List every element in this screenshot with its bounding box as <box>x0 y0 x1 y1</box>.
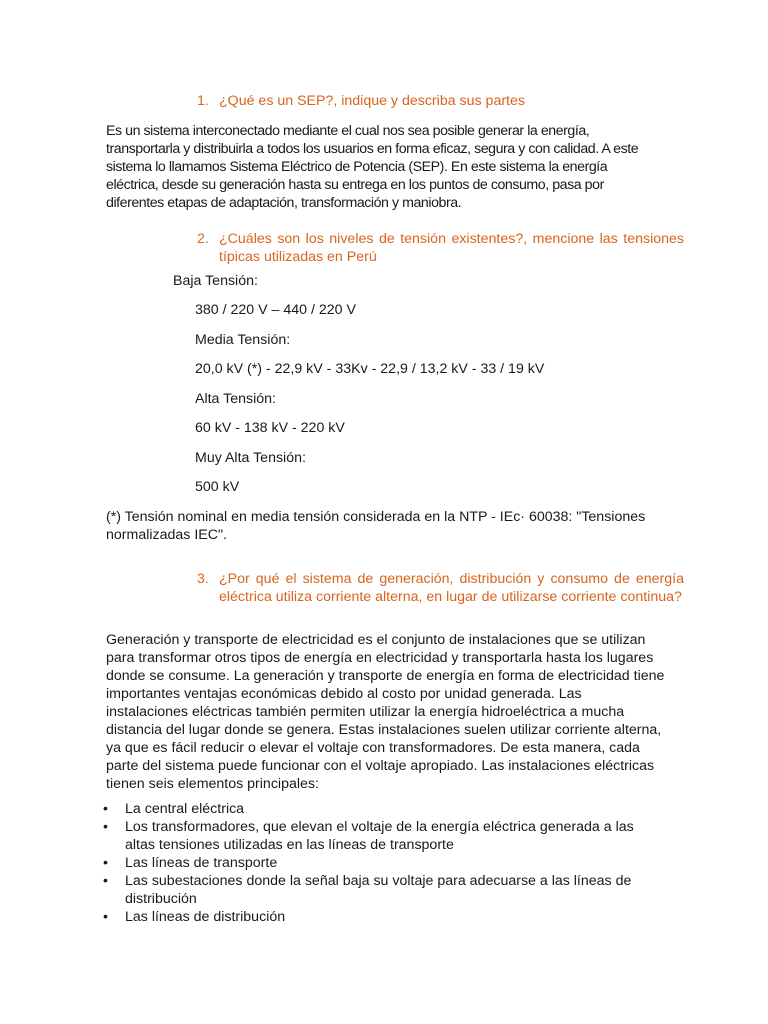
bullet-marker: • <box>103 819 108 835</box>
question-2-number: 2. <box>197 231 209 247</box>
footnote-text: (*) Tensión nominal en media tensión considerada en la NTP - IEc· 60038: "Tensiones normalizadas IEC". <box>106 509 646 543</box>
answer-1-paragraph: Es un sistema interconectado mediante el cual nos sea posible generar la energía, transportarla y distribuirla a todos los usuarios en forma eficaz, segura y con calidad. A este sistema lo llamamos Sistema Eléctrico de Potencia (SEP). En este sistema la energía eléctrica, desde su generación hasta su entrega en los puntos de consumo, pasa por diferentes etapas de adaptación, transformación y maniobra. <box>106 123 639 211</box>
media-tension-values: 20,0 kV (*) - 22,9 kV - 33Kv - 22,9 / 13,2 kV - 33 / 19 kV <box>195 361 545 377</box>
list-item <box>103 908 663 926</box>
list-item-text: Las líneas de distribución <box>125 909 286 925</box>
alta-tension-label: Alta Tensión: <box>195 391 276 407</box>
muy-alta-tension-values: 500 kV <box>195 479 240 495</box>
bullet-marker: • <box>103 909 108 925</box>
list-item-text: La central eléctrica <box>125 801 245 817</box>
question-1-number: 1. <box>197 93 209 109</box>
bullet-marker: • <box>103 855 108 871</box>
bullet-marker: • <box>103 801 108 817</box>
answer-3-paragraph: Generación y transporte de electricidad es el conjunto de instalaciones que se utilizan para transformar otros tipos de energía en electricidad y transportarla hasta los lugares donde se consume. La generación y transporte de energía en forma de electricidad tiene importantes ventajas económicas debido al costo por unidad generada. Las instalaciones eléctricas también permiten utilizar la energía hidroeléctrica a mucha distancia del lugar donde se genera. Estas instalaciones suelen utilizar corriente alterna, ya que es fácil reducir o elevar el voltaje con transformadores. De esta manera, cada parte del sistema puede funcionar con el voltaje apropiado. Las instalaciones eléctricas tienen seis elementos principales: <box>106 632 665 792</box>
media-tension-label: Media Tensión: <box>195 332 291 348</box>
bullet-marker: • <box>103 873 108 889</box>
list-item-text: Las subestaciones donde la señal baja su voltaje para adecuarse a las líneas de distribución <box>125 873 632 907</box>
question-3-number: 3. <box>197 571 209 587</box>
elements-list <box>103 800 663 926</box>
question-2-text: ¿Cuáles son los niveles de tensión existentes?, mencione las tensiones típicas utilizadas en Perú <box>219 231 684 265</box>
list-item <box>103 800 663 818</box>
muy-alta-tension-label: Muy Alta Tensión: <box>195 450 306 466</box>
list-item <box>103 872 663 908</box>
list-item-text: Las líneas de transporte <box>125 855 278 871</box>
question-3-text: ¿Por qué el sistema de generación, distribución y consumo de energía eléctrica utiliza corriente alterna, en lugar de utilizarse corriente continua? <box>219 571 684 605</box>
list-item <box>103 818 663 854</box>
baja-tension-label: Baja Tensión: <box>173 273 258 289</box>
alta-tension-values: 60 kV - 138 kV - 220 kV <box>195 420 345 436</box>
question-1-text: ¿Qué es un SEP?, indique y describa sus partes <box>219 93 525 109</box>
baja-tension-values: 380 / 220 V – 440 / 220 V <box>195 302 356 318</box>
list-item-text: Los transformadores, que elevan el voltaje de la energía eléctrica generada a las altas tensiones utilizadas en las líneas de transporte <box>125 819 634 853</box>
list-item <box>103 854 663 872</box>
